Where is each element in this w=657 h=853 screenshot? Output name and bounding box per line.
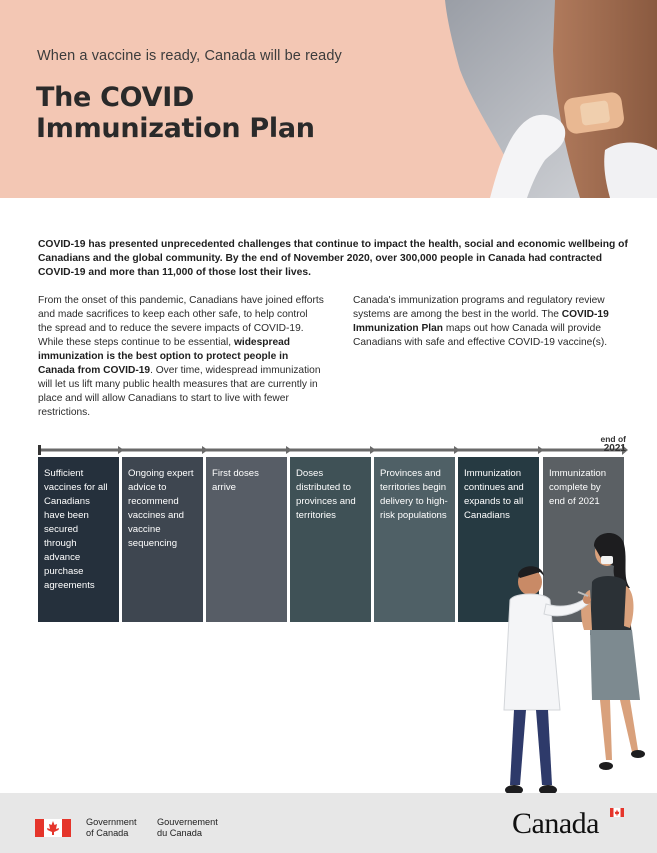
gov-en-line1: Government (86, 817, 137, 827)
page-subtitle: When a vaccine is ready, Canada will be ready (37, 48, 342, 64)
timeline-arrow (38, 436, 628, 456)
timeline-step-2: Ongoing expert advice to recommend vaccines and vaccine sequencing (122, 457, 203, 622)
timeline-step-5: Provinces and territories begin delivery to high-risk populations (374, 457, 455, 622)
vaccination-illustration (490, 530, 657, 805)
left-column-text (38, 294, 324, 420)
left-text-part1: From the onset of this pandemic, Canadians have joined efforts and made sacrifices to keep each other safe, to help control the spread and to reduce the severe impacts of COVID-19. While these steps continue to be essential, (38, 295, 324, 348)
canada-flag-icon (35, 819, 71, 837)
vaccination-photo (405, 0, 657, 198)
timeline-step-3: First doses arrive (206, 457, 287, 622)
end-label-line1: end of (600, 434, 626, 444)
footer (0, 793, 657, 853)
timeline-step-4: Doses distributed to provinces and territories (290, 457, 371, 622)
timeline-step-7: Immunization complete by end of 2021 (543, 457, 624, 622)
right-text-part1: Canada's immunization programs and regulatory review systems are among the best in the world. The (353, 295, 605, 320)
right-column-text (353, 294, 623, 350)
gov-en-line2: of Canada (86, 828, 129, 838)
right-text-part2: maps out how Canada will provide Canadians with safe and effective COVID-19 vaccine(s). (353, 323, 608, 348)
gov-fr-line1: Gouvernement (157, 817, 218, 827)
gov-fr-line2: du Canada (157, 828, 202, 838)
left-text-bold: widespread immunization is the best option to protect people in Canada from COVID-19 (38, 337, 291, 376)
timeline-step-6: Immunization continues and expands to all Canadians (458, 457, 539, 622)
wordmark-flag-icon (610, 808, 624, 817)
page-title-line2: Immunization Plan (36, 113, 315, 144)
page-title (36, 82, 315, 144)
timeline-end-label (596, 434, 626, 454)
left-text-part2: . Over time, widespread immunization will let us lift many public health measures that are currently in place and will allow Canadians to start to live with fewer restrictions. (38, 365, 321, 418)
hero-banner (0, 0, 657, 198)
end-label-line2: 2021 (603, 443, 626, 454)
government-of-canada-label (86, 817, 137, 839)
canada-wordmark: Canada (512, 807, 599, 840)
page-title-line1: The COVID (36, 82, 195, 113)
intro-paragraph: COVID-19 has presented unprecedented challenges that continue to impact the health, social and economic wellbeing of Canadians and the global community. By the end of November 2020, over 300,000 people in Canada had contracted COVID-19 and more than 11,000 of those lost their lives. (38, 239, 628, 278)
gouvernement-du-canada-label (157, 817, 218, 839)
right-text-bold: COVID-19 Immunization Plan (353, 309, 609, 334)
timeline-step-1: Sufficient vaccines for all Canadians have been secured through advance purchase agreements (38, 457, 119, 622)
